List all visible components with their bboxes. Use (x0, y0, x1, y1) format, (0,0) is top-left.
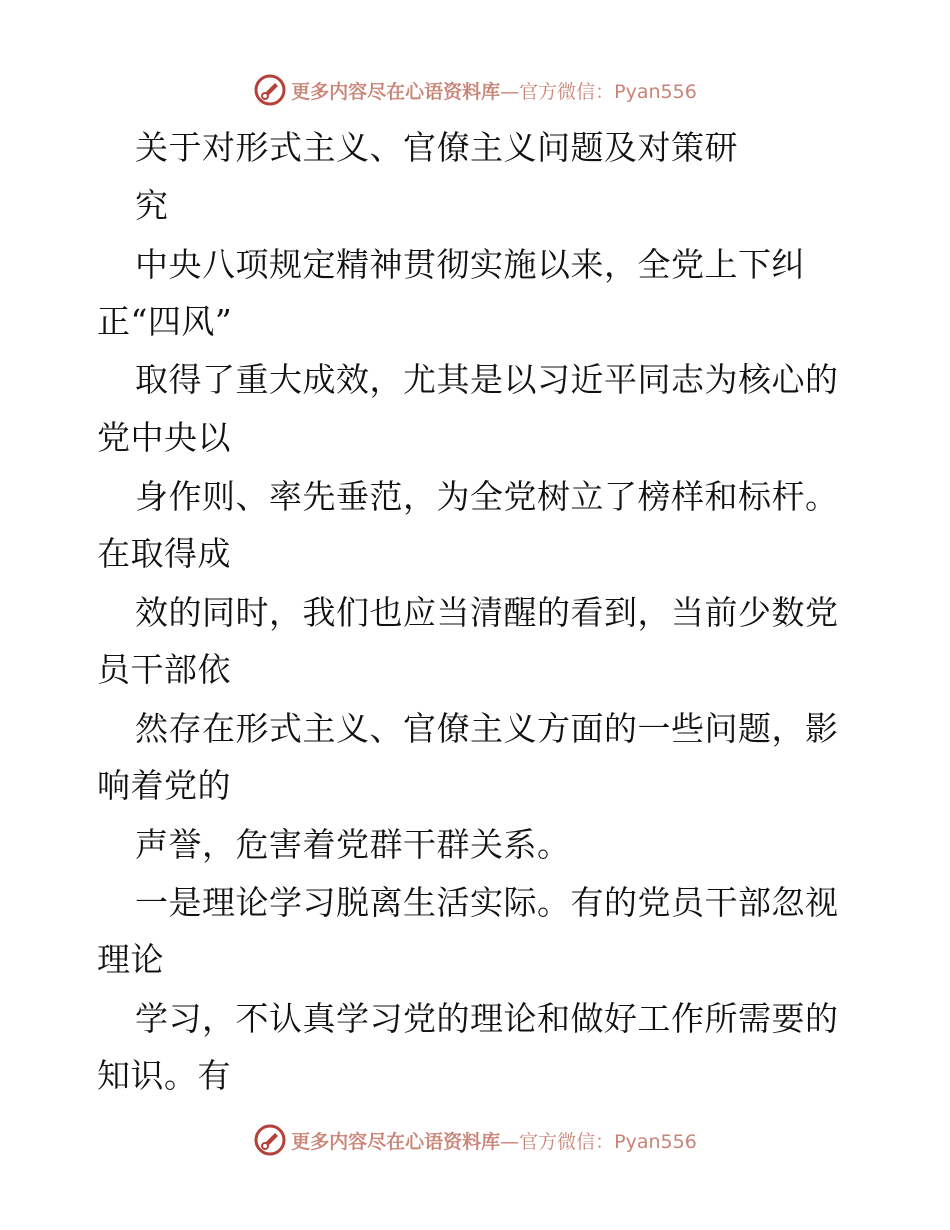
doc-line: 在取得成 (97, 534, 231, 573)
doc-line: 响着党的 (97, 766, 231, 805)
footer-banner (0, 1120, 950, 1160)
doc-line: 取得了重大成效，尤其是以习近平同志为核心的 (135, 360, 839, 399)
doc-line: 关于对形式主义、官僚主义问题及对策研 (135, 128, 738, 167)
header-banner-text: 更多内容尽在心语资料库 (291, 80, 501, 103)
doc-line: 一是理论学习脱离生活实际。有的党员干部忽视 (135, 883, 839, 922)
doc-line: 然存在形式主义、官僚主义方面的一些问题，影 (135, 709, 839, 748)
doc-line: 知识。有 (97, 1056, 231, 1095)
logo-icon (253, 1123, 287, 1157)
footer-banner-suffix: —官方微信：Pyan556 (500, 1130, 697, 1153)
footer-banner-text: 更多内容尽在心语资料库 (291, 1130, 501, 1153)
doc-line: 正“四风” (97, 302, 233, 341)
doc-line: 身作则、率先垂范，为全党树立了榜样和标杆。 (135, 477, 839, 516)
doc-line: 声誉，危害着党群干群关系。 (135, 825, 571, 864)
doc-line: 学习，不认真学习党的理论和做好工作所需要的 (135, 999, 839, 1038)
doc-line: 党中央以 (97, 418, 231, 457)
doc-line: 效的同时，我们也应当清醒的看到，当前少数党 (135, 593, 839, 632)
doc-line: 究 (135, 186, 169, 225)
header-banner-suffix: —官方微信：Pyan556 (500, 80, 697, 103)
doc-line: 中央八项规定精神贯彻实施以来，全党上下纠 (135, 245, 805, 284)
doc-line: 员干部依 (97, 650, 231, 689)
doc-line: 理论 (97, 940, 164, 979)
